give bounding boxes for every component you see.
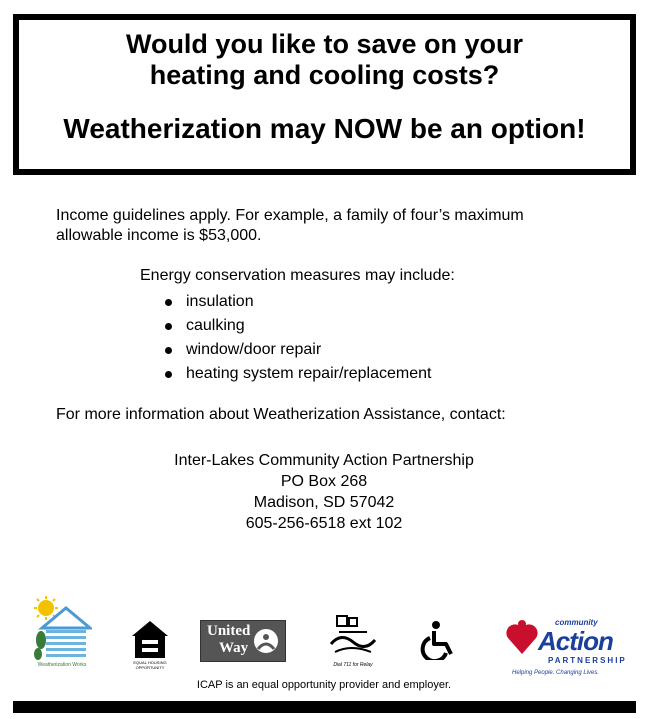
measures-list bbox=[164, 292, 431, 388]
bullet-icon bbox=[165, 371, 172, 378]
po-box: PO Box 268 bbox=[280, 473, 368, 490]
headline-line-1: Would you like to save on your bbox=[125, 29, 524, 59]
list-item bbox=[164, 340, 431, 364]
community-action-logo bbox=[500, 612, 627, 676]
list-item bbox=[164, 364, 431, 388]
community-action-tagline: Helping People. Changing Lives. bbox=[512, 670, 600, 676]
list-item bbox=[164, 316, 431, 340]
phone-number: 605-256-6518 ext 102 bbox=[245, 515, 403, 532]
equal-housing-icon bbox=[128, 618, 172, 660]
weatherization-works-logo bbox=[32, 596, 92, 670]
relay-logo bbox=[327, 614, 379, 670]
logo-strip bbox=[0, 592, 648, 676]
equal-opportunity-statement: ICAP is an equal opportunity provider and employer. bbox=[196, 679, 452, 691]
income-line-2: allowable income is $53,000. bbox=[56, 227, 262, 244]
united-way-logo bbox=[200, 620, 286, 662]
bullet-icon bbox=[165, 323, 172, 330]
city-state-zip: Madison, SD 57042 bbox=[253, 494, 395, 511]
united-way-emblem-icon bbox=[252, 627, 280, 655]
measure-label: window/door repair bbox=[186, 341, 322, 358]
community-action-partnership: PARTNERSHIP bbox=[548, 656, 627, 665]
bullet-icon bbox=[165, 299, 172, 306]
list-item bbox=[164, 292, 431, 316]
headline-line-2: heating and cooling costs? bbox=[149, 60, 500, 90]
community-action-top: community bbox=[555, 618, 598, 627]
house-sun-icon bbox=[32, 596, 92, 662]
wheelchair-accessibility-icon bbox=[420, 620, 460, 660]
headline-line-3: Weatherization may NOW be an option! bbox=[63, 113, 586, 144]
income-paragraph bbox=[56, 206, 596, 246]
weatherization-caption: Weatherization Works bbox=[37, 662, 87, 668]
relay-tagline: Dial 711 for Relay bbox=[333, 662, 373, 668]
measures-intro: Energy conservation measures may include: bbox=[140, 267, 455, 284]
contact-intro: For more information about Weatherization Assistance, contact: bbox=[56, 406, 506, 423]
community-action-main: Action bbox=[538, 626, 613, 656]
org-name: Inter-Lakes Community Action Partnership bbox=[174, 452, 474, 469]
measure-label: insulation bbox=[186, 293, 254, 310]
heart-icon bbox=[502, 618, 542, 658]
measure-label: heating system repair/replacement bbox=[186, 365, 432, 382]
income-line-1: Income guidelines apply. For example, a family of four’s maximum bbox=[56, 207, 524, 224]
header-divider bbox=[13, 170, 636, 174]
bullet-icon bbox=[165, 347, 172, 354]
contact-address bbox=[0, 450, 648, 534]
measure-label: caulking bbox=[186, 317, 245, 334]
united-way-line-1: United bbox=[207, 623, 251, 639]
equal-housing-caption: EQUAL HOUSING OPPORTUNITY bbox=[133, 660, 167, 670]
equal-housing-logo bbox=[128, 618, 172, 668]
united-way-line-2: Way bbox=[219, 640, 249, 656]
bottom-bar bbox=[13, 701, 636, 713]
relay-icon bbox=[327, 614, 379, 660]
headline-box bbox=[13, 14, 636, 175]
